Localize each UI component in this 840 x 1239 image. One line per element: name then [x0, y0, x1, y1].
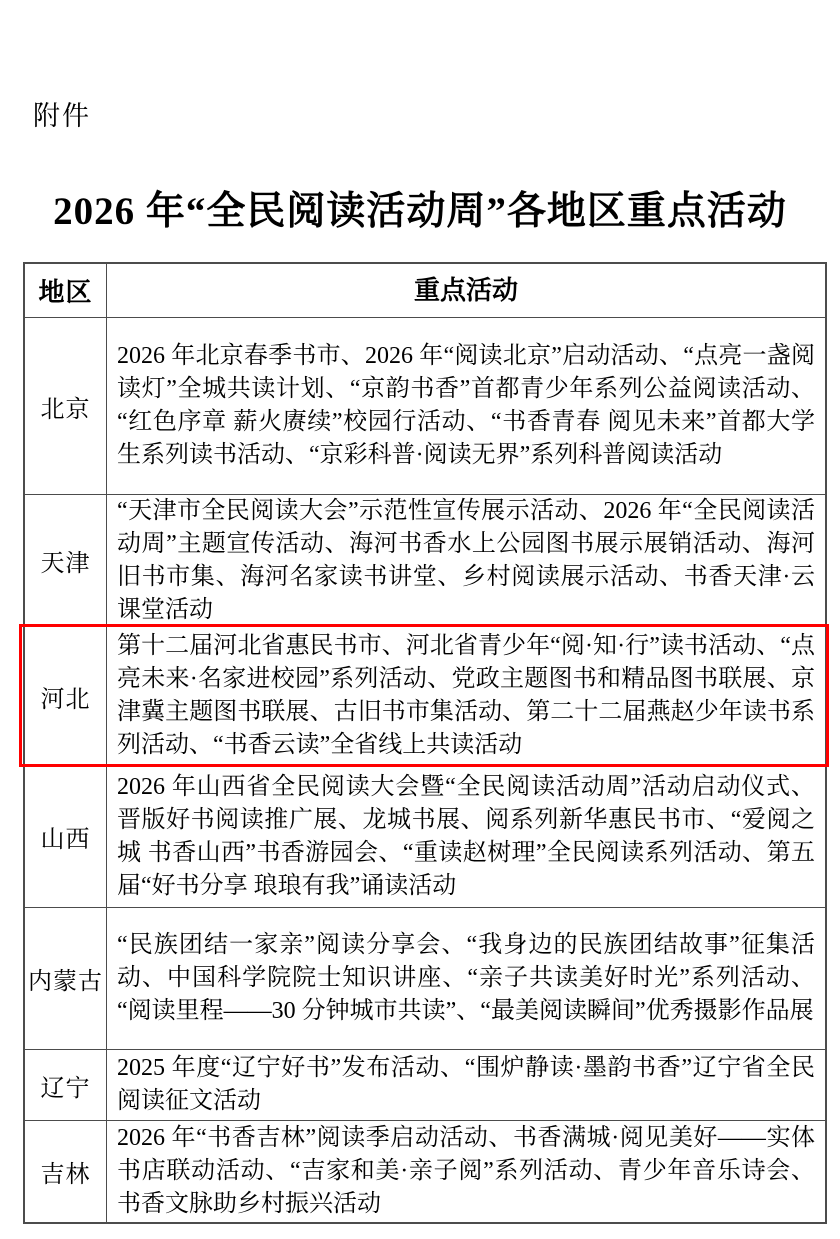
region-cell: 北京 [25, 318, 107, 494]
page-title: 2026 年“全民阅读活动周”各地区重点活动 [53, 190, 787, 233]
table-row-liaoning [25, 1049, 825, 1120]
activities-cell [107, 495, 825, 626]
activities-cell [107, 627, 825, 765]
header-cell-activities [107, 264, 825, 317]
attachment-label: 附件 [33, 101, 91, 131]
region-cell: 天津 [25, 495, 107, 626]
header-cell-activities-label: 重点活动 [413, 276, 518, 305]
activities-text: 第十二届河北省惠民书市、河北省青少年“阅·知·行”读书活动、“点亮未来·名家进校园”系列活动、党政主题图书和精品图书联展、京津冀主题图书联展、古旧书市集活动、第二十二届燕赵少年读书系列活动、“书香云读”全省线上共读活动 [117, 633, 815, 758]
activities-cell [107, 1121, 825, 1222]
activities-cell [107, 908, 825, 1049]
table-row-hebei [25, 626, 825, 765]
table-row-tianjin [25, 494, 825, 626]
table-row-beijing [25, 317, 825, 494]
table-row-shanxi [25, 765, 825, 907]
table-row-jilin [25, 1120, 825, 1222]
activities-text: “民族团结一家亲”阅读分享会、“我身边的民族团结故事”征集活动、中国科学院院士知识讲座、“亲子共读美好时光”系列活动、“阅读里程——30 分钟城市共读”、“最美阅读瞬间”优秀摄影作品展 [117, 932, 815, 1024]
activities-cell [107, 766, 825, 907]
region-cell: 辽宁 [25, 1050, 107, 1120]
activities-text: 2026 年北京春季书市、2026 年“阅读北京”启动活动、“点亮一盏阅读灯”全城共读计划、“京韵书香”首都青少年系列公益阅读活动、“红色序章 薪火赓续”校园行活动、“书香青春 阅见未来”首都大学生系列读书活动、“京彩科普·阅读无界”系列科普阅读活动 [117, 343, 815, 468]
activities-table [23, 262, 827, 1224]
activities-text: 2025 年度“辽宁好书”发布活动、“围炉静读·墨韵书香”辽宁省全民阅读征文活动 [117, 1055, 815, 1114]
activities-cell [107, 1050, 825, 1120]
table-header-row [25, 264, 825, 317]
region-cell: 吉林 [25, 1121, 107, 1222]
activities-text: 2026 年“书香吉林”阅读季启动活动、书香满城·阅见美好——实体书店联动活动、“吉家和美·亲子阅”系列活动、青少年音乐诗会、书香文脉助乡村振兴活动 [117, 1125, 815, 1217]
region-cell: 内蒙古 [25, 908, 107, 1049]
region-cell: 河北 [25, 627, 107, 765]
activities-cell [107, 318, 825, 494]
table-row-neimenggu [25, 907, 825, 1049]
activities-text: 2026 年山西省全民阅读大会暨“全民阅读活动周”活动启动仪式、晋版好书阅读推广展、龙城书展、阅系列新华惠民书市、“爱阅之城 书香山西”书香游园会、“重读赵树理”全民阅读系列活动、第五届“好书分享 琅琅有我”诵读活动 [117, 773, 815, 899]
header-cell-region: 地区 [25, 264, 107, 317]
activities-text: “天津市全民阅读大会”示范性宣传展示活动、2026 年“全民阅读活动周”主题宣传活动、海河书香水上公园图书展示展销活动、海河旧书市集、海河名家读书讲堂、乡村阅读展示活动、书香天津·云课堂活动 [117, 497, 815, 623]
region-cell: 山西 [25, 766, 107, 907]
